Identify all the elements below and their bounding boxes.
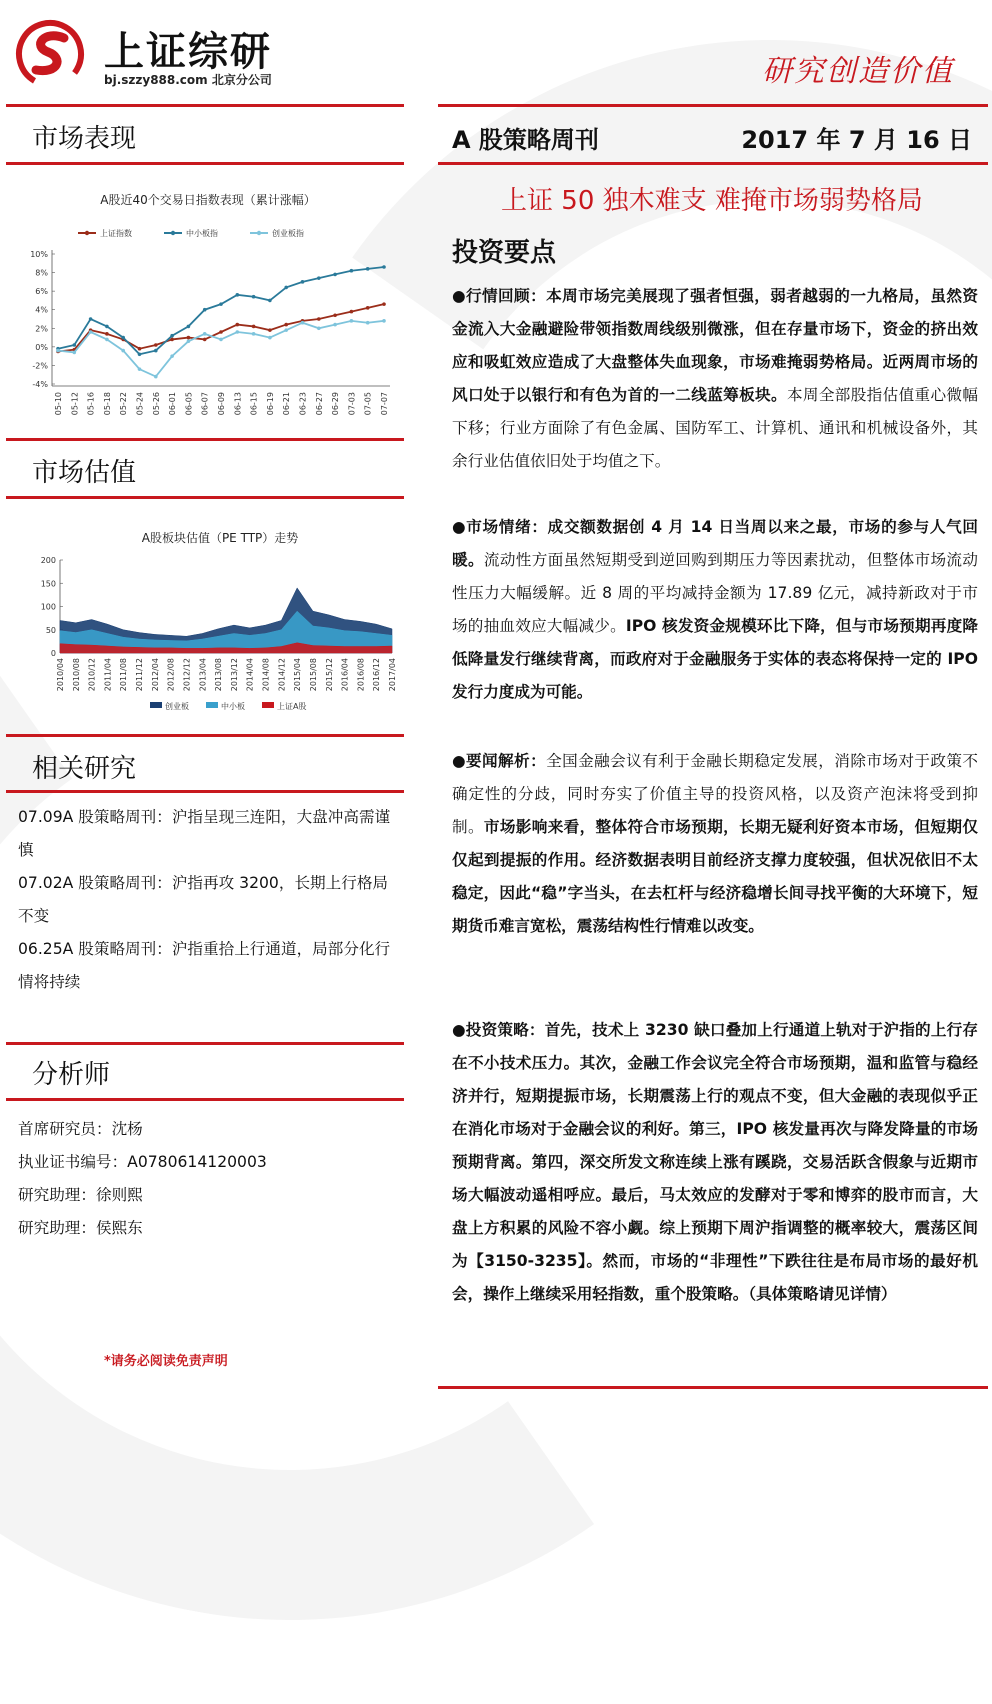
x-tick-label: 06-01 (168, 392, 178, 416)
legend-swatch (262, 702, 274, 708)
x-tick-label: 05-12 (70, 392, 80, 416)
data-point (317, 276, 321, 280)
x-tick-label: 2013/12 (229, 658, 239, 692)
paragraph-bold: ●行情回顾：本周市场完美展现了强者恒强，弱者越弱的一九格局，虽然资金流入大金融避险带领指数周线级别微涨，但在存量市场下，资金的挤出效应和吸虹效应造成了大盘整体失血现象，市场难掩弱势格局。近两周市场的风口处于以银行和有色为首的一二线蓝筹板块。 (452, 287, 978, 404)
paragraph-text: 流动性方面虽然短期受到逆回购到期压力等因素扰动，但整体市场流动性压力大幅缓解。近 8 周的平均减持金额为 17.89 亿元，减持新政对于市场的抽血效应大幅减少。 (452, 551, 978, 635)
analyst-line: 研究助理：侯熙东 (18, 1219, 143, 1237)
data-point (187, 339, 191, 343)
paragraph-market-sentiment (452, 511, 978, 709)
data-point (203, 308, 207, 312)
data-point (382, 265, 386, 269)
related-item[interactable]: 06.25A 股策略周刊：沪指重拾上行通道，局部分化行情将持续 (18, 940, 391, 991)
data-point (138, 367, 142, 371)
data-point (187, 336, 191, 340)
x-tick-label: 07-03 (347, 392, 357, 416)
paragraph-bold: ●市场情绪：成交额数据创 4 月 14 日当周以来之最，市场的参与人气回暖。 (452, 518, 978, 569)
data-point (73, 351, 77, 355)
legend-label: 中小板 (221, 702, 245, 711)
legend-label: 中小板指 (186, 229, 218, 238)
x-tick-label: 05-18 (102, 392, 112, 416)
x-tick-label: 06-29 (331, 392, 341, 416)
data-point (301, 280, 305, 284)
data-point (317, 317, 321, 321)
invest-points-title: 投资要点 (452, 238, 557, 268)
paragraph-bold: ●投资策略：首先，技术上 3230 缺口叠加上行通道上轨对于沪指的上行存在不小技术压力。其次，金融工作会议完全符合市场预期，温和监管与稳经济并行，短期提振市场，长期震荡上行的观点不变，但大金融的表现似乎正在消化市场对于金融会议的利好。第三，IPO 核发量再次与降发降量的市场预期背离。第四，深交所发文称连续上涨有蹊跷，交易活跃含假象与近期市场大幅波动遥相呼应。最后，马太效应的发酵对于零和博弈的股市而言，大盘上方积累的风险不容小觑。综上预期下周沪指调整的概率较大，震荡区间为【3150-3235】。然而，市场的“非理性”下跌往往是布局市场的最好机会，操作上继续采用轻指数，重个股策略。 (452, 1021, 978, 1303)
data-point (350, 310, 354, 314)
legend-marker (171, 231, 175, 235)
data-point (268, 328, 272, 332)
legend-label: 创业板 (165, 702, 189, 711)
legend-marker (257, 231, 261, 235)
data-point (350, 319, 354, 323)
x-tick-label: 06-21 (282, 392, 292, 416)
y-tick-label: 2% (35, 324, 48, 334)
data-point (105, 338, 109, 342)
chart-title: A股近40个交易日指数表现（累计涨幅） (100, 193, 316, 207)
valuation-chart (30, 520, 400, 716)
data-point (366, 321, 370, 325)
data-point (219, 302, 223, 306)
data-point (236, 330, 240, 334)
data-point (252, 325, 256, 329)
data-point (284, 323, 288, 327)
paragraph-text: 全国金融会议有利于金融长期稳定发展，消除市场对于政策不确定性的分歧，同时夯实了价值主导的投资风格，以及资产泡沫将受到抑制。 (452, 752, 978, 836)
x-tick-label: 2013/08 (214, 658, 224, 692)
paragraph-text: 本周全部股指估值重心微幅下移；行业方面除了有色金属、国防军工、计算机、通讯和机械设备外，其余行业估值依旧处于均值之下。 (452, 386, 978, 470)
data-point (203, 338, 207, 342)
report-date: 2017 年 7 月 16 日 (741, 126, 972, 154)
report-headline: 上证 50 独木难支 难掩市场弱势格局 (501, 186, 923, 216)
slogan: 研究创造价值 (762, 54, 954, 89)
data-point (333, 313, 337, 317)
paragraph-bold: ●要闻解析： (452, 752, 547, 770)
x-tick-label: 06-13 (233, 392, 243, 416)
divider (6, 438, 404, 441)
data-point (236, 323, 240, 327)
data-point (56, 349, 60, 353)
data-point (73, 343, 77, 347)
x-tick-label: 2017/04 (388, 658, 397, 692)
x-tick-label: 2012/08 (166, 658, 176, 692)
data-point (366, 306, 370, 310)
data-point (89, 317, 93, 321)
x-tick-label: 2012/04 (150, 658, 160, 692)
data-point (89, 330, 93, 334)
legend-marker (85, 231, 89, 235)
data-point (252, 332, 256, 336)
data-point (317, 326, 321, 330)
data-point (236, 293, 240, 297)
data-point (154, 375, 158, 379)
index-performance-chart (18, 186, 398, 430)
y-tick-label: 150 (40, 579, 56, 589)
x-tick-label: 2011/04 (103, 658, 113, 692)
y-tick-label: 6% (35, 287, 48, 297)
data-point (366, 267, 370, 271)
chart-title: A股板块估值（PE TTP）走势 (141, 531, 299, 545)
x-tick-label: 05-10 (54, 392, 63, 416)
x-tick-label: 06-19 (265, 392, 275, 416)
paragraph-bold-tail: IPO 核发资金规模环比下降，但与市场预期再度降低降量发行继续背离，而政府对于金融服务于实体的表态将保持一定的 IPO 发行力度成为可能。 (452, 617, 978, 701)
section-title-analysts: 分析师 (32, 1060, 111, 1090)
x-tick-label: 2010/04 (56, 658, 65, 692)
data-point (268, 336, 272, 340)
x-tick-label: 05-24 (135, 392, 145, 416)
divider (6, 104, 404, 107)
data-point (252, 295, 256, 299)
data-point (138, 352, 142, 356)
y-tick-label: 0% (35, 342, 48, 352)
y-tick-label: 4% (35, 305, 48, 315)
x-tick-label: 06-15 (249, 392, 259, 416)
data-point (284, 328, 288, 332)
company-logo-icon (14, 18, 94, 92)
x-tick-label: 07-05 (363, 392, 373, 416)
data-point (219, 338, 223, 342)
divider (6, 734, 404, 737)
analyst-line: 首席研究员：沈杨 (18, 1120, 143, 1138)
y-tick-label: 50 (45, 625, 56, 635)
divider (6, 496, 404, 499)
x-tick-label: 2012/12 (182, 658, 192, 692)
x-tick-label: 2013/04 (198, 658, 208, 692)
related-item[interactable]: 07.09A 股策略周刊：沪指呈现三连阳，大盘冲高需谨慎 (18, 808, 391, 859)
data-point (121, 336, 125, 340)
data-point (301, 321, 305, 325)
x-tick-label: 2016/12 (372, 658, 382, 692)
report-name: A 股策略周刊 (452, 126, 599, 154)
paragraph-news-analysis (452, 745, 978, 943)
data-point (333, 323, 337, 327)
y-tick-label: -4% (32, 380, 48, 389)
paragraph-market-review (452, 280, 978, 478)
x-tick-label: 2014/08 (261, 658, 271, 692)
data-point (121, 349, 125, 353)
related-item[interactable]: 07.02A 股策略周刊：沪指再攻 3200，长期上行格局不变 (18, 874, 389, 925)
legend-swatch (150, 702, 162, 708)
y-tick-label: 0 (50, 649, 56, 658)
x-tick-label: 05-16 (86, 392, 96, 416)
paragraph-text: （具体策略请见详情） (748, 1285, 897, 1303)
divider (438, 162, 988, 165)
analyst-line: 研究助理：徐则熙 (18, 1186, 143, 1204)
legend-label: 上证指数 (100, 229, 132, 238)
divider (6, 1098, 404, 1101)
data-point (203, 332, 207, 336)
disclaimer-link[interactable]: *请务必阅读免责声明 (104, 1354, 228, 1369)
legend-swatch (206, 702, 218, 708)
x-tick-label: 06-09 (217, 392, 226, 416)
x-tick-label: 05-26 (151, 392, 161, 416)
x-tick-label: 2015/04 (293, 658, 303, 692)
x-tick-label: 06-23 (298, 392, 308, 416)
x-tick-label: 2011/12 (135, 658, 145, 692)
y-tick-label: 100 (40, 602, 56, 612)
section-title-related-research: 相关研究 (32, 754, 137, 784)
x-tick-label: 2011/08 (119, 658, 129, 692)
paragraph-investment-strategy (452, 1014, 978, 1311)
paragraph-bold-tail: 市场影响来看，整体符合市场预期，长期无疑利好资本市场，但短期仅仅起到提振的作用。经济数据表明目前经济支撑力度较强，但状况依旧不太稳定，因此“稳”字当头，在去杠杆与经济稳增长间寻找平衡的大环境下，短期货币难言宽松，震荡结构性行情难以改变。 (452, 818, 978, 935)
data-point (105, 325, 109, 329)
data-point (138, 347, 142, 351)
x-tick-label: 2010/12 (87, 658, 97, 692)
section-title-market-valuation: 市场估值 (32, 458, 137, 488)
data-point (105, 332, 109, 336)
legend-label: 上证A股 (277, 702, 307, 711)
data-point (382, 319, 386, 323)
x-tick-label: 06-27 (314, 392, 324, 416)
x-tick-label: 2016/08 (356, 658, 366, 692)
data-point (154, 343, 158, 347)
section-title-market-performance: 市场表现 (32, 124, 137, 154)
logo-url: bj.szzy888.com 北京分公司 (104, 73, 272, 87)
data-point (219, 330, 223, 334)
x-tick-label: 2016/04 (340, 658, 350, 692)
divider (6, 790, 404, 793)
x-tick-label: 2015/12 (324, 658, 334, 692)
x-tick-label: 05-22 (119, 392, 129, 416)
data-point (350, 269, 354, 273)
y-tick-label: 200 (40, 556, 56, 565)
data-point (170, 338, 174, 342)
divider (438, 1386, 988, 1389)
analyst-line: 执业证书编号：A0780614120003 (18, 1153, 267, 1171)
legend-label: 创业板指 (272, 229, 304, 238)
x-tick-label: 2010/08 (71, 658, 81, 692)
series-line (58, 321, 384, 377)
divider (6, 1042, 404, 1045)
divider (438, 104, 988, 107)
data-point (154, 349, 158, 353)
data-point (284, 286, 288, 290)
data-point (187, 325, 191, 329)
logo-text: 上证综研 (104, 29, 272, 75)
data-point (382, 302, 386, 306)
x-tick-label: 06-05 (184, 392, 194, 416)
data-point (333, 273, 337, 277)
x-tick-label: 2014/12 (277, 658, 287, 692)
x-tick-label: 2015/08 (308, 658, 318, 692)
data-point (268, 299, 272, 303)
data-point (170, 354, 174, 358)
divider (6, 162, 404, 165)
x-tick-label: 2014/04 (245, 658, 255, 692)
y-tick-label: 10% (30, 250, 48, 259)
y-tick-label: -2% (32, 361, 48, 371)
x-tick-label: 07-07 (380, 392, 389, 416)
x-tick-label: 06-07 (200, 392, 210, 416)
data-point (170, 334, 174, 338)
y-tick-label: 8% (35, 268, 48, 278)
